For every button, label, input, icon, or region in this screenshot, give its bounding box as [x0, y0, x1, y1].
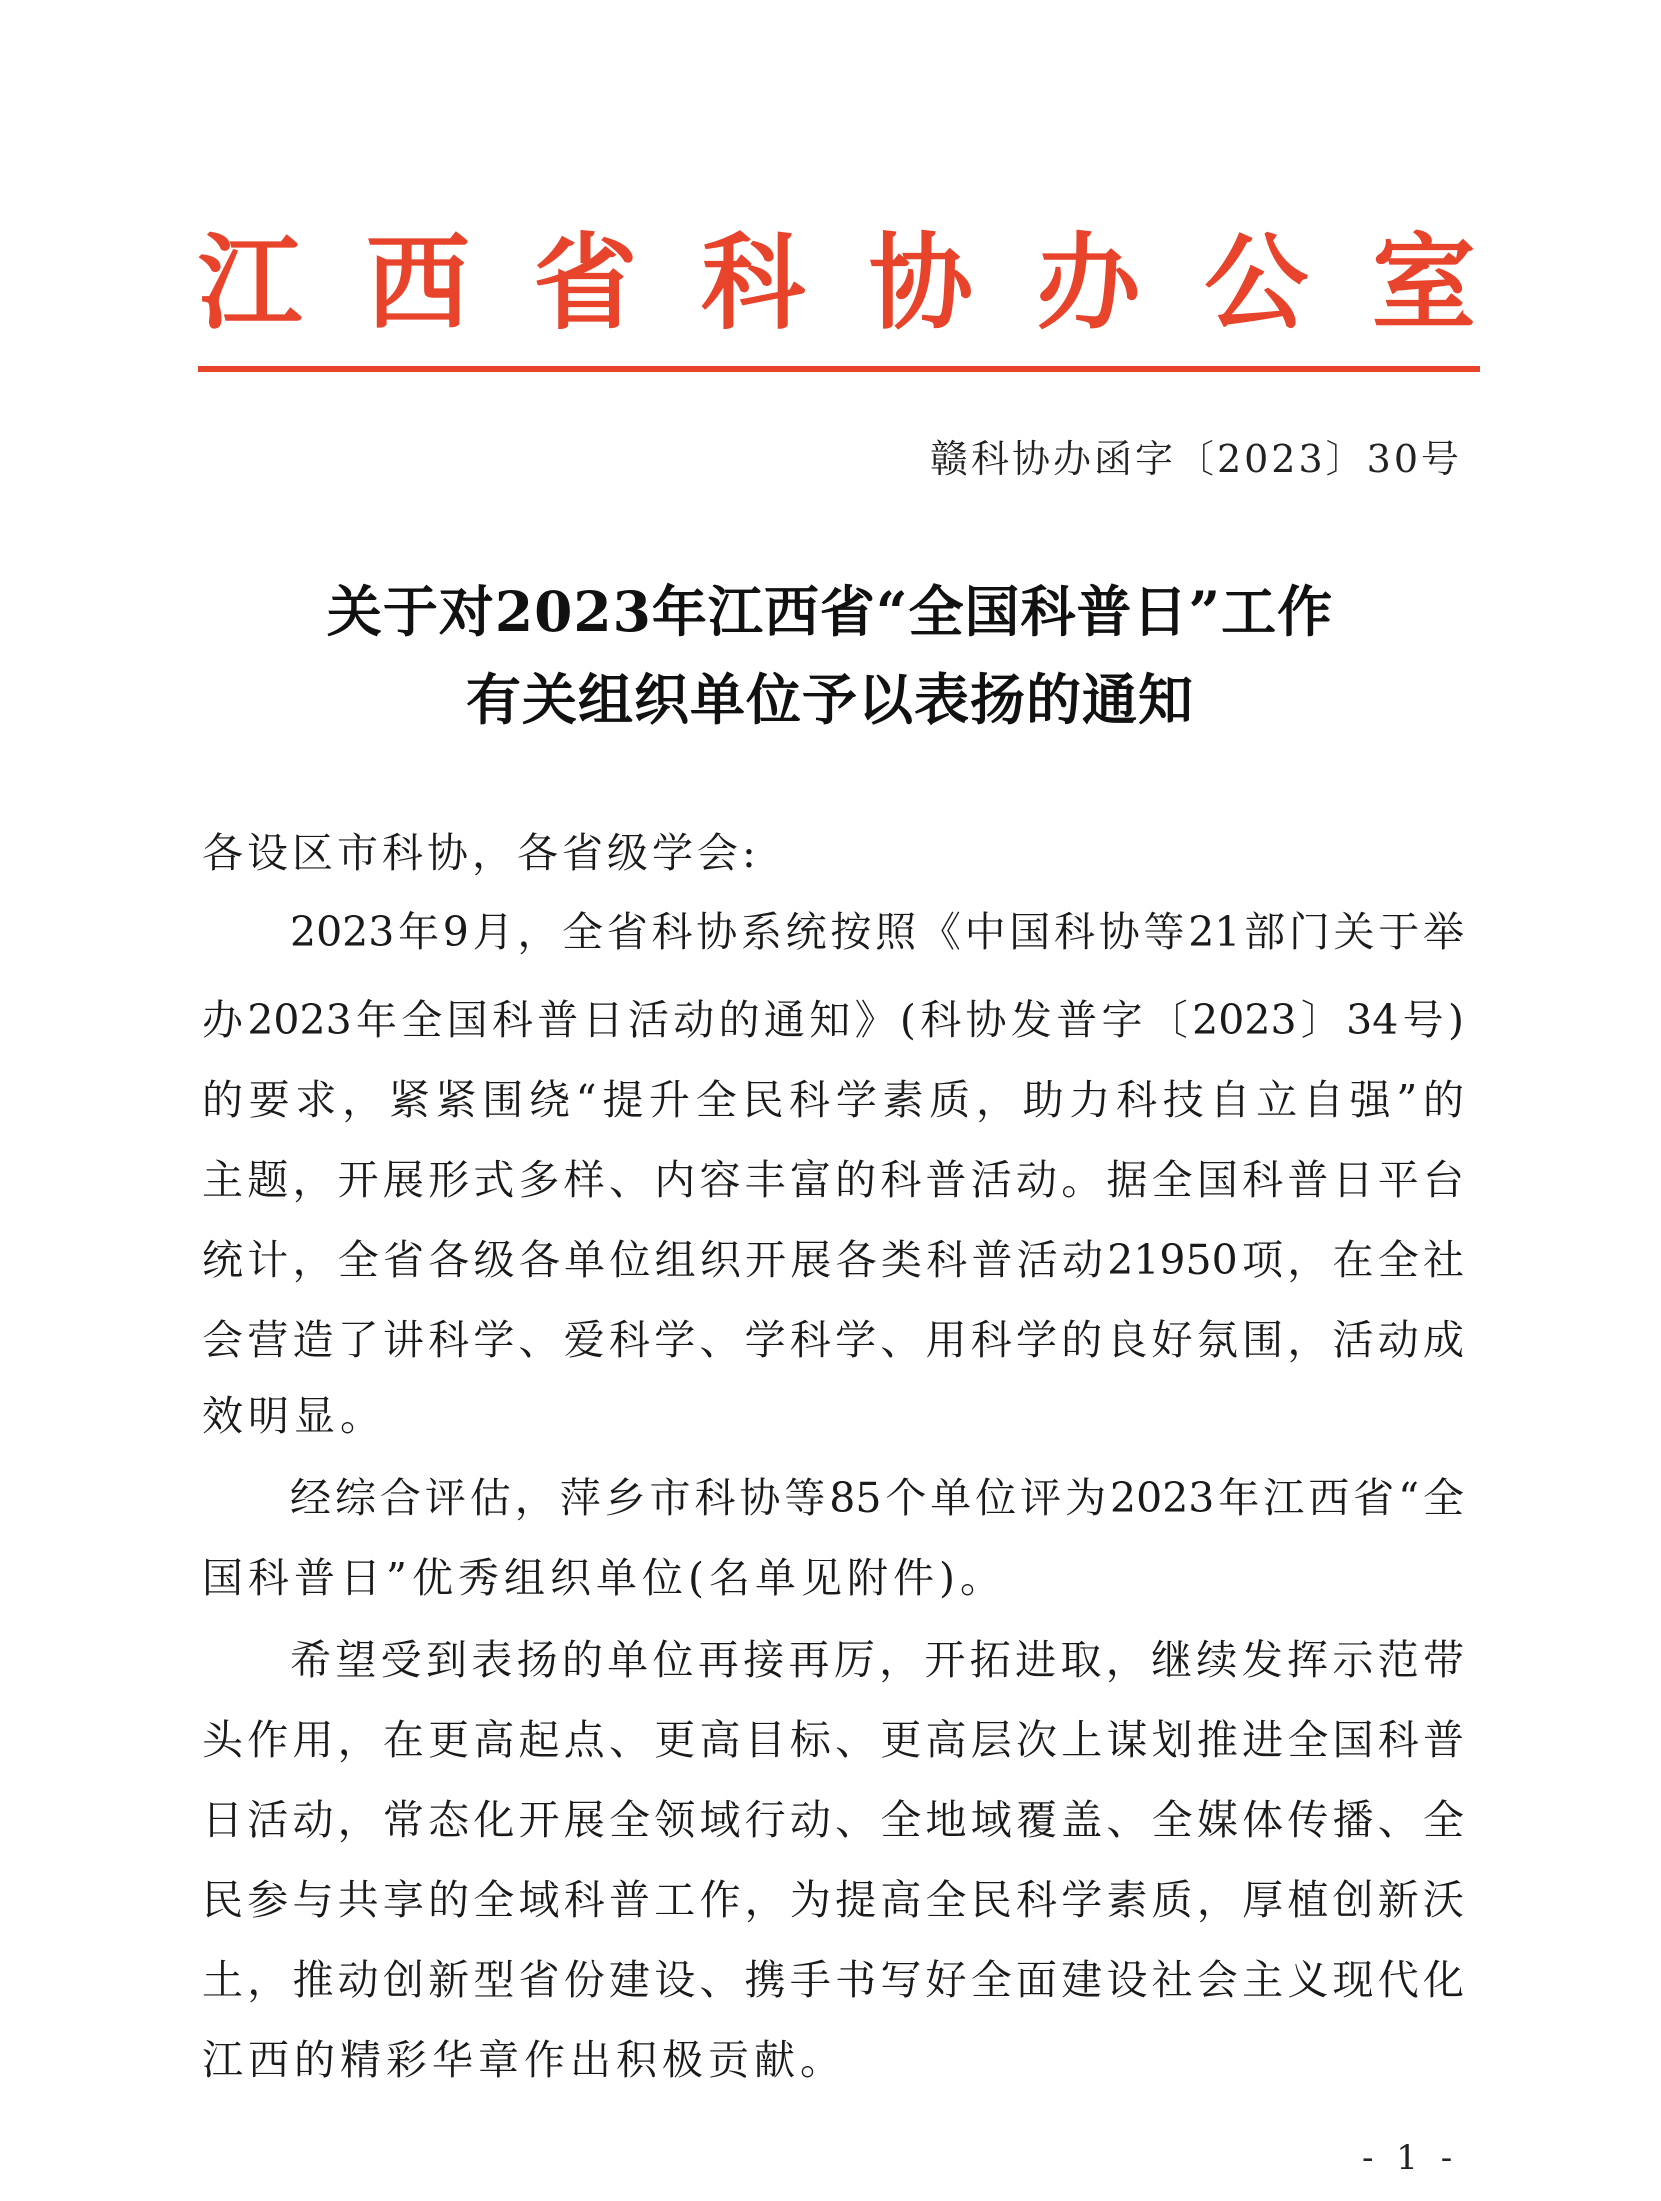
body-line: 经综合评估，萍乡市科协等85个单位评为2023年江西省“全	[290, 1474, 1464, 1522]
body-line: 江西的精彩华章作出积极贡献。	[202, 2036, 846, 2084]
page-number: - 1 -	[1362, 2138, 1459, 2178]
body-line: 民参与共享的全域科普工作，为提高全民科学素质，厚植创新沃	[202, 1876, 1464, 1924]
letterhead-char: 协	[868, 222, 973, 344]
body-line: 办2023年全国科普日活动的通知》(科协发普字〔2023〕34号)	[202, 996, 1464, 1044]
letterhead-char: 省	[533, 222, 638, 344]
document-title-line-1: 关于对2023年江西省“全国科普日”工作	[326, 579, 1334, 644]
salutation: 各设区市科协，各省级学会:	[202, 829, 760, 877]
body-line: 国科普日”优秀组织单位(名单见附件)。	[202, 1554, 1006, 1602]
letterhead-char: 办	[1036, 222, 1141, 344]
body-line: 效明显。	[202, 1392, 386, 1440]
document-title-line-2: 有关组织单位予以表扬的通知	[465, 667, 1194, 732]
body-line: 的要求，紧紧围绕“提升全民科学素质，助力科技自立自强”的	[202, 1076, 1464, 1124]
letterhead-char: 江	[198, 222, 303, 344]
body-line: 希望受到表扬的单位再接再厉，开拓进取，继续发挥示范带	[290, 1636, 1464, 1684]
body-line: 头作用，在更高起点、更高目标、更高层次上谋划推进全国科普	[202, 1716, 1464, 1764]
letterhead-char: 科	[701, 222, 806, 344]
body-line: 日活动，常态化开展全领域行动、全地域覆盖、全媒体传播、全	[202, 1796, 1464, 1844]
letterhead-char: 室	[1371, 222, 1476, 344]
letterhead-char: 公	[1204, 222, 1309, 344]
document-number: 赣科协办函字〔2023〕30号	[929, 437, 1462, 481]
body-line: 会营造了讲科学、爱科学、学科学、用科学的良好氛围，活动成	[202, 1316, 1464, 1364]
body-line: 2023年9月，全省科协系统按照《中国科协等21部门关于举	[290, 908, 1464, 956]
letterhead-char: 西	[365, 222, 470, 344]
body-line: 统计，全省各级各单位组织开展各类科普活动21950项，在全社	[202, 1236, 1464, 1284]
letterhead-org-name	[198, 218, 1476, 348]
body-line: 主题，开展形式多样、内容丰富的科普活动。据全国科普日平台	[202, 1156, 1464, 1204]
letterhead-divider	[198, 366, 1480, 372]
body-line: 土，推动创新型省份建设、携手书写好全面建设社会主义现代化	[202, 1956, 1464, 2004]
